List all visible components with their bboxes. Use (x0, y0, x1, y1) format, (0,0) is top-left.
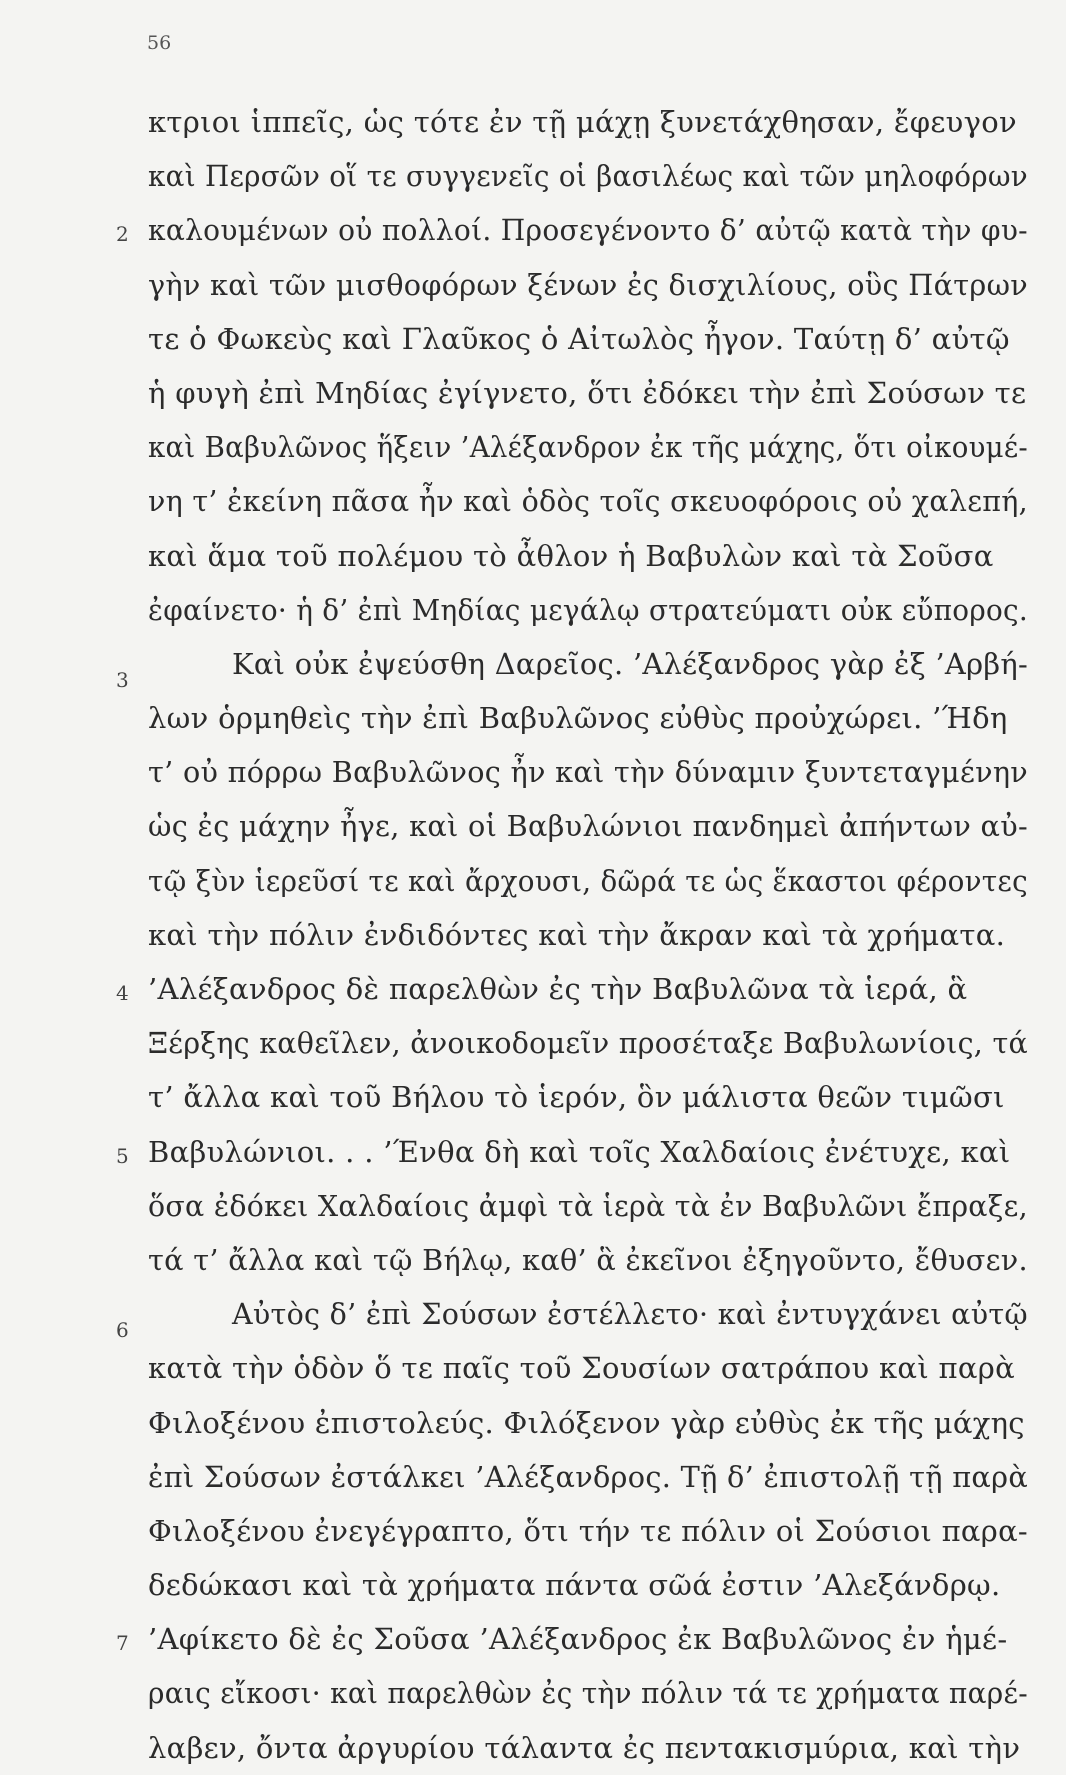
text-line (148, 1233, 1028, 1287)
text-line (148, 908, 1028, 962)
line-text: καὶ Περσῶν οἵ τε συγγενεῖς οἱ βασιλέως καὶ τῶν μηλοφόρων (148, 159, 1028, 194)
text-line (148, 529, 1028, 583)
text-line (116, 637, 1029, 692)
section-number: 7 (116, 1631, 130, 1656)
section-number: 3 (116, 667, 130, 692)
line-text: καὶ τὴν πόλιν ἐνδιδόντες καὶ τὴν ἄκραν καὶ τὰ χρήματα. (148, 917, 1006, 952)
text-line (116, 962, 1028, 1016)
section-number: 4 (116, 981, 130, 1005)
text-line (148, 474, 1028, 528)
line-text: τά τ’ ἄλλα καὶ τῷ Βήλῳ, καθ’ ἃ ἐκεῖνοι ἐξηγοῦντο, ἔθυσεν. (148, 1242, 1028, 1277)
text-line (148, 1341, 1028, 1395)
text-line (148, 1504, 1028, 1558)
text-line (116, 1287, 1028, 1343)
line-text: καὶ ἅμα τοῦ πολέμου τὸ ἆθλον ἡ Βαβυλὼν καὶ τὰ Σοῦσα (148, 538, 994, 573)
line-text: ραις εἴκοσι· καὶ παρελθὼν ἐς τὴν πόλιν τά τε χρήματα παρέ- (148, 1676, 1028, 1711)
line-text: ’Αφίκετο δὲ ἐς Σοῦσα ’Αλέξανδρος ἐκ Βαβυλῶνος ἐν ἡμέ- (148, 1622, 1008, 1657)
text-line (148, 420, 1028, 474)
text-line (148, 1396, 1028, 1450)
line-text: Ξέρξης καθεῖλεν, ἀνοικοδομεῖν προσέταξε Βαβυλωνίοις, τά (148, 1026, 1029, 1061)
line-text: Φιλοξένου ἐνεγέγραπτο, ὅτι τήν τε πόλιν οἱ Σούσιοι παρα- (148, 1513, 1029, 1548)
text-line (148, 745, 1028, 799)
text-line (148, 1450, 1028, 1504)
line-text: Αὐτὸς δ’ ἐπὶ Σούσων ἐστέλλετο· καὶ ἐντυγχάνει αὐτῷ (232, 1297, 1028, 1332)
line-text: καλουμένων οὐ πολλοί. Προσεγένοντο δ’ αὐτῷ κατὰ τὴν φυ- (148, 213, 1028, 248)
line-text: τ’ οὐ πόρρω Βαβυλῶνος ἦν καὶ τὴν δύναμιν ξυντεταγμένην (148, 755, 1029, 790)
section-number: 5 (116, 1143, 130, 1168)
text-line (148, 1016, 1028, 1070)
page-number: 56 (147, 32, 172, 54)
text-line (116, 203, 1028, 257)
line-text: τ’ ἄλλα καὶ τοῦ Βήλου τὸ ἱερόν, ὃν μάλιστα θεῶν τιμῶσι (148, 1080, 1005, 1115)
text-body (116, 95, 1029, 1775)
text-line (148, 1558, 1028, 1612)
text-line (148, 1721, 1028, 1775)
text-line (148, 1070, 1028, 1124)
text-line (148, 1666, 1028, 1720)
line-text: ἐφαίνετο· ἡ δ’ ἐπὶ Μηδίας μεγάλῳ στρατεύματι οὐκ εὔπορος. (148, 592, 1029, 627)
line-text: λαβεν, ὄντα ἀργυρίου τάλαντα ἐς πεντακισμύρια, καὶ τὴν (148, 1730, 1021, 1765)
line-text: ὡς ἐς μάχην ἦγε, καὶ οἱ Βαβυλώνιοι πανδημεὶ ἀπήντων αὐ- (148, 809, 1028, 844)
text-line (116, 1125, 1028, 1179)
line-text: κατὰ τὴν ὁδὸν ὅ τε παῖς τοῦ Σουσίων σατράπου καὶ παρὰ (148, 1351, 1015, 1386)
text-line (148, 95, 1028, 149)
text-line (148, 149, 1028, 203)
text-line (148, 312, 1028, 366)
text-line (116, 1612, 1028, 1666)
text-line (148, 799, 1028, 853)
text-line (148, 854, 1028, 908)
line-text: τῷ ξὺν ἱερεῦσί τε καὶ ἄρχουσι, δῶρά τε ὡς ἕκαστοι φέροντες (148, 863, 1028, 898)
text-line (148, 258, 1028, 312)
line-text: Φιλοξένου ἐπιστολεύς. Φιλόξενον γὰρ εὐθὺς ἐκ τῆς μάχης (148, 1405, 1025, 1440)
section-number: 2 (116, 222, 130, 247)
line-text: ’Αλέξανδρος δὲ παρελθὼν ἐς τὴν Βαβυλῶνα τὰ ἱερά, ἃ (148, 972, 968, 1006)
text-line (148, 691, 1028, 745)
section-number: 6 (116, 1318, 130, 1343)
line-text: καὶ Βαβυλῶνος ἥξειν ’Αλέξανδρον ἐκ τῆς μάχης, ὅτι οἰκουμέ- (148, 430, 1029, 465)
line-text: δεδώκασι καὶ τὰ χρήματα πάντα σῶά ἐστιν ’Αλεξάνδρῳ. (148, 1568, 1001, 1603)
line-text: κτριοι ἱππεῖς, ὡς τότε ἐν τῇ μάχῃ ξυνετάχθησαν, ἔφευγον (148, 105, 1017, 139)
line-text: λων ὁρμηθεὶς τὴν ἐπὶ Βαβυλῶνος εὐθὺς προὐχώρει. ’Ήδη (148, 701, 1008, 736)
line-text: ἡ φυγὴ ἐπὶ Μηδίας ἐγίγνετο, ὅτι ἐδόκει τὴν ἐπὶ Σούσων τε (148, 375, 1027, 410)
line-text: ἐπὶ Σούσων ἐστάλκει ’Αλέξανδρος. Τῇ δ’ ἐπιστολῇ τῇ παρὰ (148, 1459, 1029, 1494)
line-text: νη τ’ ἐκείνη πᾶσα ἦν καὶ ὁδὸς τοῖς σκευοφόροις οὐ χαλεπή, (148, 484, 1029, 519)
line-text: Βαβυλώνιοι. . . ’Ένθα δὴ καὶ τοῖς Χαλδαίοις ἐνέτυχε, καὶ (148, 1134, 1011, 1169)
line-text: γὴν καὶ τῶν μισθοφόρων ξένων ἐς δισχιλίους, οὓς Πάτρων (148, 267, 1028, 302)
text-line (148, 366, 1028, 420)
line-text: Καὶ οὐκ ἐψεύσθη Δαρεῖος. ’Αλέξανδρος γὰρ ἐξ ’Αρβή- (232, 646, 1029, 681)
line-text: τε ὁ Φωκεὺς καὶ Γλαῦκος ὁ Αἰτωλὸς ἦγον. Ταύτῃ δ’ αὐτῷ (148, 321, 1010, 356)
text-line (148, 583, 1028, 637)
text-line (148, 1179, 1028, 1233)
line-text: ὅσα ἐδόκει Χαλδαίοις ἀμφὶ τὰ ἱερὰ τὰ ἐν Βαβυλῶνι ἔπραξε, (148, 1188, 1029, 1223)
